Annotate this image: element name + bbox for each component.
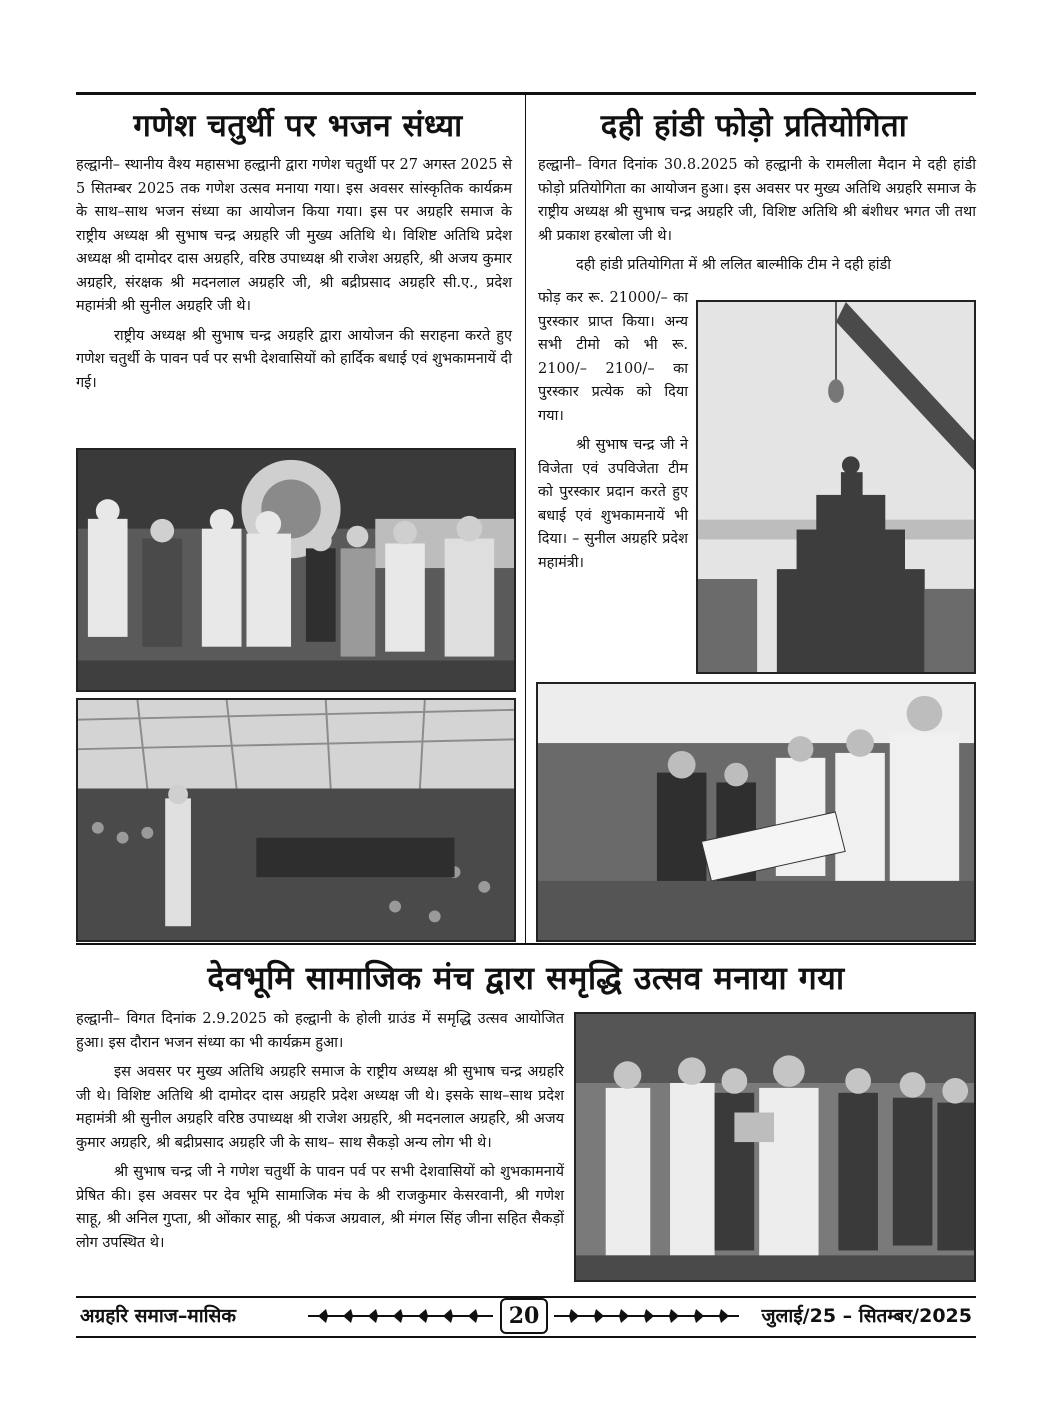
article-dahi-handi-side (538, 287, 688, 575)
issue-date: जुलाई/25 – सितम्बर/2025 (761, 1305, 972, 1327)
photo-felicitation (574, 1012, 976, 1282)
article-samriddhi-utsav (76, 1008, 564, 1255)
photo-stage-group (76, 448, 516, 692)
article-paragraph: श्री सुभाष चन्द्र जी ने विजेता एवं उपविजेता टीम को पुरस्कार प्रदान करते हुए बधाई एवं शुभकामनायें भी दिया। – सुनील अग्रहरि प्रदेश महामंत्री। (538, 437, 688, 571)
section-divider (76, 943, 976, 945)
column-divider (525, 95, 526, 943)
article-paragraph: श्री सुभाष चन्द्र जी ने गणेश चतुर्थी के पावन पर्व पर सभी देशवासियों को शुभकामनायें प्रेषित की। इस अवसर पर देव भूमि सामाजिक मंच के श्री राजकुमार केसरवानी, श्री गणेश साहू, श्री अनिल गुप्ता, श्री ओंकार साहू, श्री पंकज अग्रवाल, श्री मंगल सिंह जीना सहित सैकड़ों लोग उपस्थित थे। (76, 1164, 564, 1251)
photo-crowd-bhajan (76, 698, 516, 942)
photo-cheque-presentation (536, 682, 976, 942)
headline-samriddhi-utsav: देवभूमि सामाजिक मंच द्वारा समृद्धि उत्सव मनाया गया (207, 959, 845, 997)
headline-dahi-handi: दही हांडी फोड़ो प्रतियोगिता (600, 108, 908, 144)
vine-ornament-right-icon (554, 1306, 739, 1326)
article-paragraph: फोड़ कर रू. 21000/– का पुरस्कार प्राप्त किया। अन्य सभी टीमो को भी रू. 2100/– 2100/– का पुरस्कार प्रत्येक को दिया गया। (538, 290, 688, 424)
article-paragraph: हल्द्वानी– विगत दिनांक 2.9.2025 को हल्द्वानी के होली ग्राउंड में समृद्धि उत्सव आयोजित हुआ। इस दौरान भजन संध्या का भी कार्यक्रम हुआ। (76, 1011, 564, 1051)
vine-ornament-left-icon (308, 1306, 493, 1326)
page-number: 20 (500, 1298, 548, 1334)
article-paragraph: राष्ट्रीय अध्यक्ष श्री सुभाष चन्द्र अग्रहरि द्वारा आयोजन की सराहना करते हुए गणेश चतुर्थी के पावन पर्व पर सभी देशवासियों को हार्दिक बधाई एवं शुभकामनायें दी गई। (76, 327, 512, 391)
article-paragraph: हल्द्वानी– स्थानीय वैश्य महासभा हल्द्वानी द्वारा गणेश चतुर्थी पर 27 अगस्त 2025 से 5 सितम्बर 2025 तक गणेश उत्सव मनाया गया। इस अवसर सांस्कृतिक कार्यक्रम के साथ–साथ भजन संध्या का आयोजन किया गया। इस पर अग्रहरि समाज के राष्ट्रीय अध्यक्ष श्री सुभाष चन्द्र अग्रहरि जी मुख्य अतिथि थे। विशिष्ट अतिथि प्रदेश अध्यक्ष श्री दामोदर दास अग्रहरि, वरिष्ठ उपाध्यक्ष श्री राजेश अग्रहरि, श्री अजय कुमार अग्रहरि, संरक्षक श्री मदनलाल अग्रहरि जी, श्री बद्रीप्रसाद अग्रहरि सी.ए., प्रदेश महामंत्री श्री सुनील अग्रहरि जी थे। (76, 157, 512, 314)
publication-name: अग्रहरि समाज–मासिक (80, 1305, 236, 1327)
article-paragraph: दही हांडी प्रतियोगिता में श्री ललित बाल्मीकि टीम ने दही हांडी (576, 257, 892, 273)
page-footer (76, 1296, 976, 1338)
article-paragraph: हल्द्वानी– विगत दिनांक 30.8.2025 को हल्द्वानी के रामलीला मैदान मे दही हांडी फोड़ो प्रतियोगिता का आयोजन हुआ। इस अवसर पर मुख्य अतिथि अग्रहरि समाज के राष्ट्रीय अध्यक्ष श्री सुभाष चन्द्र अग्रहरि जी, विशिष्ट अतिथि श्री बंशीधर भगत जी तथा श्री प्रकाश हरबोला जी थे। (538, 157, 976, 244)
top-rule (76, 92, 976, 95)
photo-human-pyramid (696, 300, 976, 674)
article-ganesh-chaturthi (76, 154, 512, 395)
article-paragraph: इस अवसर पर मुख्य अतिथि अग्रहरि समाज के राष्ट्रीय अध्यक्ष श्री सुभाष चन्द्र अग्रहरि जी थे। विशिष्ट अतिथि श्री दामोदर दास अग्रहरि प्रदेश अध्यक्ष जी थे। इसके साथ–साथ प्रदेश महामंत्री श्री सुनील अग्रहरि वरिष्ठ उपाध्यक्ष श्री राजेश अग्रहरि, श्री मदनलाल अग्रहरि, श्री अजय कुमार अग्रहरि, श्री बद्रीप्रसाद अग्रहरि जी के साथ– साथ सैकड़ो अन्य लोग भी थे। (76, 1064, 564, 1151)
article-dahi-handi (538, 154, 976, 278)
headline-ganesh-chaturthi: गणेश चतुर्थी पर भजन संध्या (133, 108, 463, 144)
